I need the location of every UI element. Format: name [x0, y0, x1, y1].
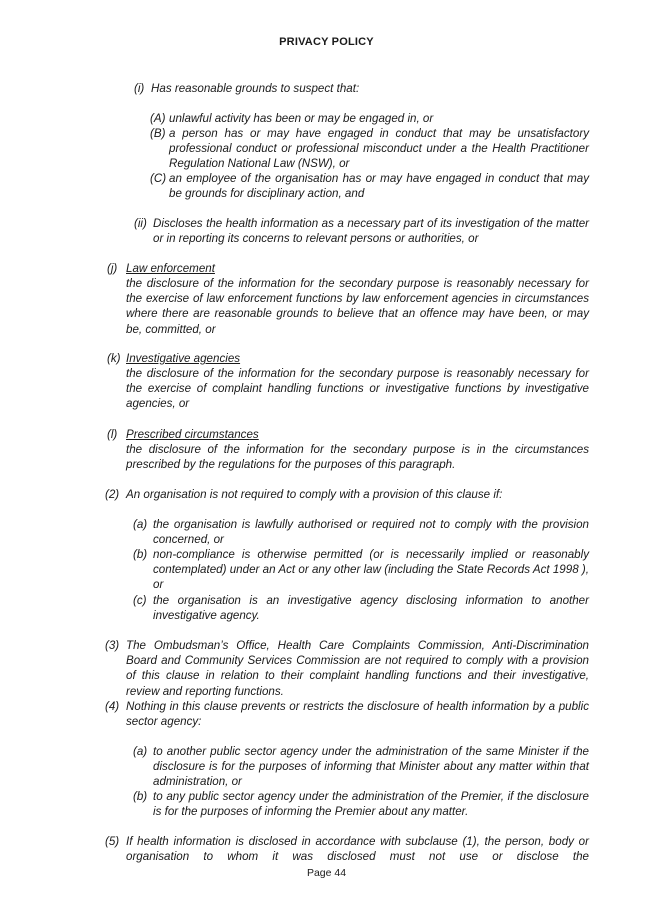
item-label: (5) [105, 835, 120, 848]
clause-A-text: unlawful activity has been or may be engaged in, or [169, 112, 434, 125]
clause-l-text: the disclosure of the information for the secondary purpose is in the circumstances prescribed by the regulations for the purposes of this paragraph. [126, 443, 589, 472]
section-heading-investigative-agencies: Investigative agencies [126, 352, 241, 365]
item-label: (i) [134, 82, 145, 95]
subclause-4b-text: to any public sector agency under the administration of the Premier, if the disclosure is for the purposes of informing the Premier about any matter. [153, 790, 589, 819]
subclause-2b-text: non-compliance is otherwise permitted (or is necessarily implied or reasonably contemplated) under an Act or any other law (including the State Records Act 1998 ), or [153, 548, 589, 592]
subclause-4-text: Nothing in this clause prevents or restricts the disclosure of health information by a public sector agency: [126, 700, 589, 729]
item-label: (C) [150, 172, 167, 185]
item-label: (3) [105, 639, 120, 652]
subclause-2a-text: the organisation is lawfully authorised or required not to comply with the provision concerned, or [153, 518, 589, 547]
clause-B-text: a person has or may have engaged in conduct that may be unsatisfactory professional conduct or professional misconduct under a the Health Practitioner Regulation National Law (NSW), or [169, 127, 589, 171]
item-label: (2) [105, 488, 120, 501]
clause-j-text: the disclosure of the information for the secondary purpose is reasonably necessary for the exercise of law enforcement functions by law enforcement agencies in circumstances where there are reasonable grounds to believe that an offence may have been, or may be, committed, or [126, 277, 589, 336]
item-label: (j) [107, 262, 118, 275]
clause-ii-text: Discloses the health information as a necessary part of its investigation of the matter or in reporting its concerns to relevant persons or authorities, or [153, 217, 589, 246]
page-title: PRIVACY POLICY [279, 36, 374, 48]
item-label: (a) [133, 518, 148, 531]
subclause-4a-text: to another public sector agency under the administration of the same Minister if the disclosure is for the purposes of informing that Minister about any matter within that administration, or [153, 745, 589, 789]
item-label: (c) [133, 594, 147, 607]
section-heading-prescribed-circumstances: Prescribed circumstances [126, 428, 259, 441]
subclause-3-text: The Ombudsman’s Office, Health Care Complaints Commission, Anti-Discrimination Board and Community Services Commission are not required to comply with a provision of this clause in relation to their complaint handling functions and their investigative, review and reporting functions. [126, 639, 589, 698]
item-label: (4) [105, 700, 120, 713]
item-label: (a) [133, 745, 148, 758]
section-heading-law-enforcement: Law enforcement [126, 262, 215, 275]
item-label: (A) [150, 112, 166, 125]
clause-C-text: an employee of the organisation has or may have engaged in conduct that may be grounds for disciplinary action, and [169, 172, 589, 201]
subclause-2-text: An organisation is not required to comply with a provision of this clause if: [126, 488, 503, 501]
item-label: (k) [107, 352, 121, 365]
item-label: (B) [150, 127, 166, 140]
item-label: (ii) [134, 217, 147, 230]
item-label: (b) [133, 548, 148, 561]
page-number: Page 44 [306, 867, 347, 879]
subclause-5-text: If health information is disclosed in accordance with subclause (1), the person, body or organisation to whom it was disclosed must not use or disclose the [126, 835, 589, 864]
subclause-2c-text: the organisation is an investigative agency disclosing information to another investigative agency. [153, 594, 589, 623]
clause-i-text: Has reasonable grounds to suspect that: [151, 82, 360, 95]
item-label: (b) [133, 790, 148, 803]
item-label: (l) [107, 428, 118, 441]
clause-k-text: the disclosure of the information for the secondary purpose is reasonably necessary for the exercise of complaint handling functions or investigative functions by investigative agencies, or [126, 367, 589, 411]
